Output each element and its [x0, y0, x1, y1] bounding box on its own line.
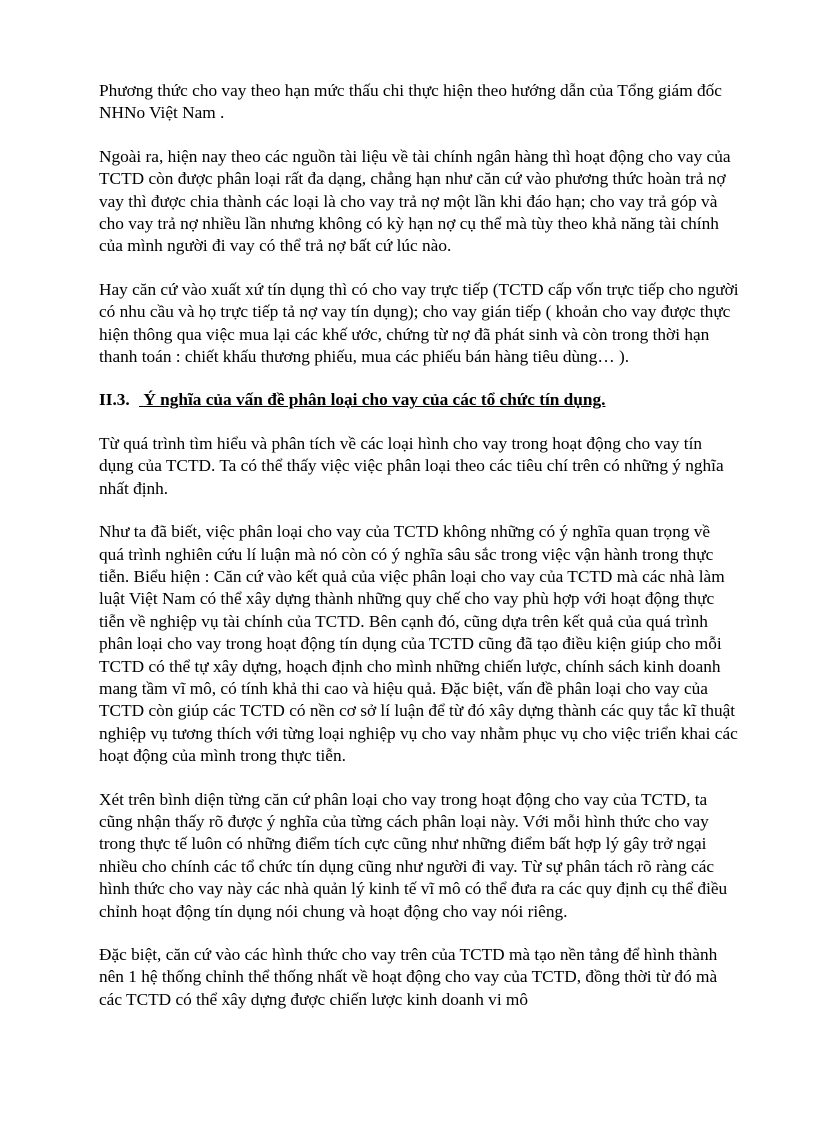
- paragraph: Ngoài ra, hiện nay theo các nguồn tài liệu về tài chính ngân hàng thì hoạt động cho vay của TCTD còn được phân loại rất đa dạng, chẳng hạn như căn cứ vào phương thức hoàn trả nợ vay thì được chia thành các loại là cho vay trả nợ một lần khi đáo hạn; cho vay trả góp và cho vay trả nợ nhiều lần nhưng không có kỳ hạn nợ cụ thể mà tùy theo khả năng tài chính của mình người đi vay có thể trả nợ bất cứ lúc nào.: [99, 146, 731, 256]
- paragraph: Như ta đã biết, việc phân loại cho vay của TCTD không những có ý nghĩa quan trọng về quá trình nghiên cứu lí luận mà nó còn có ý nghĩa sâu sắc trong việc vận hành trong thực tiễn. Biểu hiện : Căn cứ vào kết quả của việc phân loại cho vay của TCTD mà các nhà làm luật Việt Nam có thể xây dựng thành những quy chế cho vay phù hợp với hoạt động thực tiễn về nghiệp vụ tài chính của TCTD. Bên cạnh đó, cũng dựa trên kết quả của quá trình phân loại cho vay trong hoạt động tín dụng của TCTD cũng đã tạo điều kiện giúp cho mỗi TCTD có thể tự xây dựng, hoạch định cho mình những chiến lược, chính sách kinh doanh mang tầm vĩ mô, có tính khả thi cao và hiệu quả. Đặc biệt, vấn đề phân loại cho vay của TCTD còn giúp các TCTD có nền cơ sở lí luận để từ đó xây dựng thành các quy tắc kĩ thuật nghiệp vụ tương thích với từng loại nghiệp vụ cho vay nhằm phục vụ cho việc triển khai các hoạt động của mình trong thực tiễn.: [99, 522, 738, 766]
- section-heading: [99, 389, 739, 411]
- paragraph: Đặc biệt, căn cứ vào các hình thức cho vay trên của TCTD mà tạo nền tảng để hình thành nên 1 hệ thống chỉnh thể thống nhất về hoạt động cho vay của TCTD, đồng thời từ đó mà các TCTD có thể xây dựng được chiến lược kinh doanh vi mô: [99, 945, 718, 1009]
- paragraph: Xét trên bình diện từng căn cứ phân loại cho vay trong hoạt động cho vay của TCTD, ta cũng nhận thấy rõ được ý nghĩa của từng cách phân loại này. Với mỗi hình thức cho vay trong thực tế luôn có những điểm tích cực cũng như những điểm bất hợp lý gây trở ngại nhiều cho chính các tổ chức tín dụng cũng như người đi vay. Từ sự phân tách rõ ràng các hình thức cho vay này các nhà quản lý kinh tế vĩ mô có thể đưa ra các quy định cụ thể điều chỉnh hoạt động tín dụng nói chung và hoạt động cho vay nói riêng.: [99, 789, 728, 921]
- paragraph: Hay căn cứ vào xuất xứ tín dụng thì có cho vay trực tiếp (TCTD cấp vốn trực tiếp cho người có nhu cầu và họ trực tiếp tả nợ vay tín dụng); cho vay gián tiếp ( khoản cho vay được thực hiện thông qua việc mua lại các khế ước, chứng từ nợ đã phát sinh và còn trong thời hạn thanh toán : chiết khấu thương phiếu, mua các phiếu bán hàng tiêu dùng… ).: [99, 279, 739, 367]
- paragraph: Phương thức cho vay theo hạn mức thấu chi thực hiện theo hướng dẫn của Tổng giám đốc NHNo Việt Nam .: [99, 81, 722, 123]
- document-body: [99, 80, 739, 1032]
- paragraph: Từ quá trình tìm hiểu và phân tích về các loại hình cho vay trong hoạt động cho vay tín dụng của TCTD. Ta có thể thấy việc việc phân loại theo các tiêu chí trên có những ý nghĩa nhất định.: [99, 433, 724, 498]
- section-title: Ý nghĩa của vấn đề phân loại cho vay của các tổ chức tín dụng.: [143, 390, 606, 410]
- section-number: II.3.: [99, 390, 130, 410]
